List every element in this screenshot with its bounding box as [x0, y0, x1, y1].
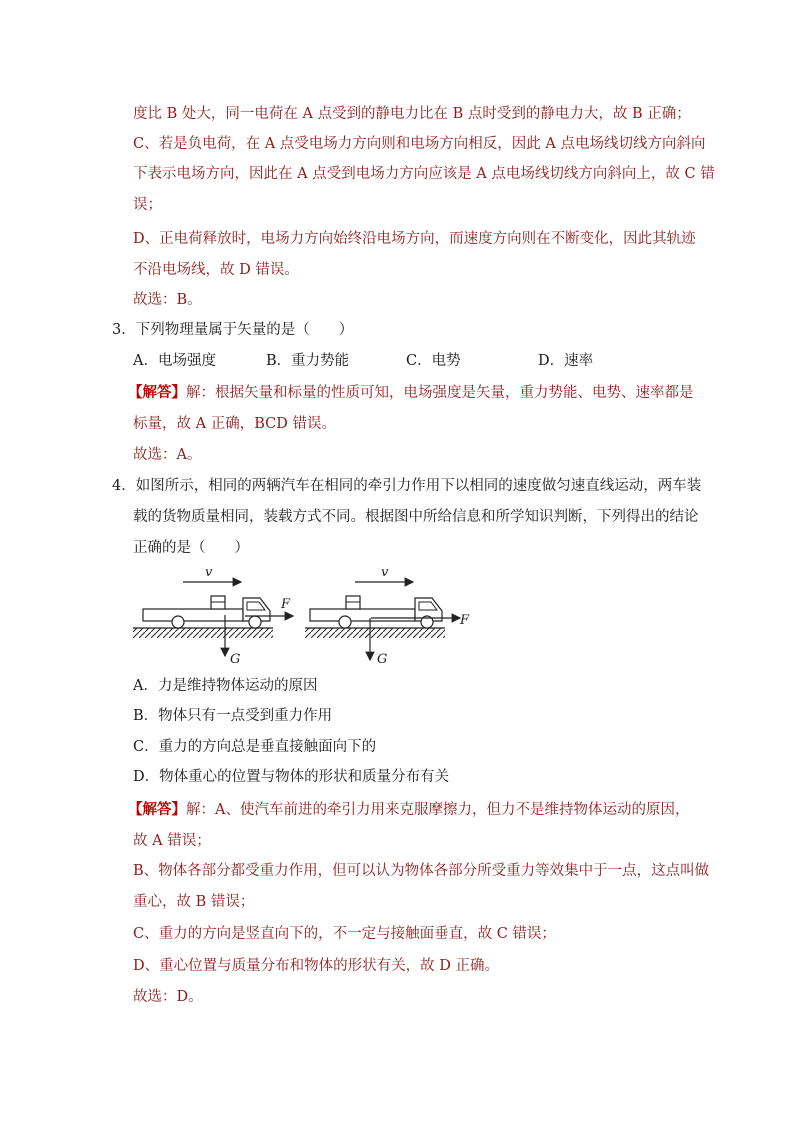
solution-line: 误； — [133, 197, 162, 213]
solution-line: C、重力的方向是竖直向下的，不一定与接触面垂直，故 C 错误； — [133, 926, 556, 942]
solution-tag: 【解答】 — [128, 384, 186, 401]
answer-line: 故选：A。 — [133, 447, 202, 463]
option-c: C．重力的方向总是垂直接触面向下的 — [133, 739, 377, 755]
label-G: G — [377, 652, 388, 667]
label-v: v — [381, 565, 389, 580]
truck-left — [133, 565, 293, 667]
question-stem: 载的货物质量相同，装载方式不同。根据图中所给信息和所学知识判断，下列得出的结论 — [133, 509, 699, 525]
solution-line: C、若是负电荷，在 A 点受电场力方向则和电场方向相反，因此 A 点电场线切线方向斜向 — [133, 136, 706, 152]
solution-line — [128, 383, 694, 403]
option-a: A．电场强度 — [133, 353, 216, 369]
label-v: v — [205, 565, 213, 580]
solution-text: 解：A、使汽车前进的牵引力用来克服摩擦力，但力不是维持物体运动的原因， — [186, 802, 690, 818]
solution-line: 重心，故 B 错误； — [133, 894, 255, 910]
solution-line — [128, 800, 689, 820]
answer-line: 故选：B。 — [133, 292, 202, 308]
solution-line: D、正电荷释放时，电场力方向始终沿电场方向，而速度方向则在不断变化，因此其轨迹 — [133, 231, 696, 247]
option-b: B．物体只有一点受到重力作用 — [133, 708, 333, 724]
answer-line: 故选：D。 — [133, 989, 203, 1005]
truck-right — [305, 565, 470, 667]
label-F: F — [281, 597, 291, 612]
solution-line: 标量，故 A 正确，BCD 错误。 — [133, 416, 336, 432]
solution-line: D、重心位置与质量分布和物体的形状有关，故 D 正确。 — [133, 958, 499, 974]
option-d: D．物体重心的位置与物体的形状和质量分布有关 — [133, 769, 450, 785]
solution-line: 下表示电场方向，因此在 A 点受到电场力方向应该是 A 点电场线切线方向斜向上，故 C 错 — [133, 166, 715, 182]
solution-line: 度比 B 处大，同一电荷在 A 点受到的静电力比在 B 点时受到的静电力大，故 B 正确； — [133, 106, 691, 122]
solution-line: 故 A 错误； — [133, 833, 211, 849]
solution-line: 不沿电场线，故 D 错误。 — [133, 262, 299, 278]
trucks-figure — [133, 560, 473, 670]
solution-text: 解：根据矢量和标量的性质可知，电场强度是矢量，重力势能、电势、速率都是 — [186, 385, 694, 401]
solution-tag: 【解答】 — [128, 801, 186, 818]
option-d: D．速率 — [538, 353, 594, 369]
question-stem: 正确的是（ ） — [133, 540, 249, 556]
solution-line: B、物体各部分都受重力作用，但可以认为物体各部分所受重力等效集中于一点，这点叫做 — [133, 863, 710, 879]
question-stem: 3．下列物理量属于矢量的是（ ） — [112, 322, 354, 338]
question-stem: 4．如图所示，相同的两辆汽车在相同的牵引力作用下以相同的速度做匀速直线运动，两车装 — [112, 478, 702, 494]
label-G: G — [230, 652, 241, 667]
label-F: F — [460, 613, 470, 628]
option-a: A．力是维持物体运动的原因 — [133, 678, 318, 694]
option-b: B．重力势能 — [266, 353, 350, 369]
option-c: C．电势 — [406, 353, 461, 369]
